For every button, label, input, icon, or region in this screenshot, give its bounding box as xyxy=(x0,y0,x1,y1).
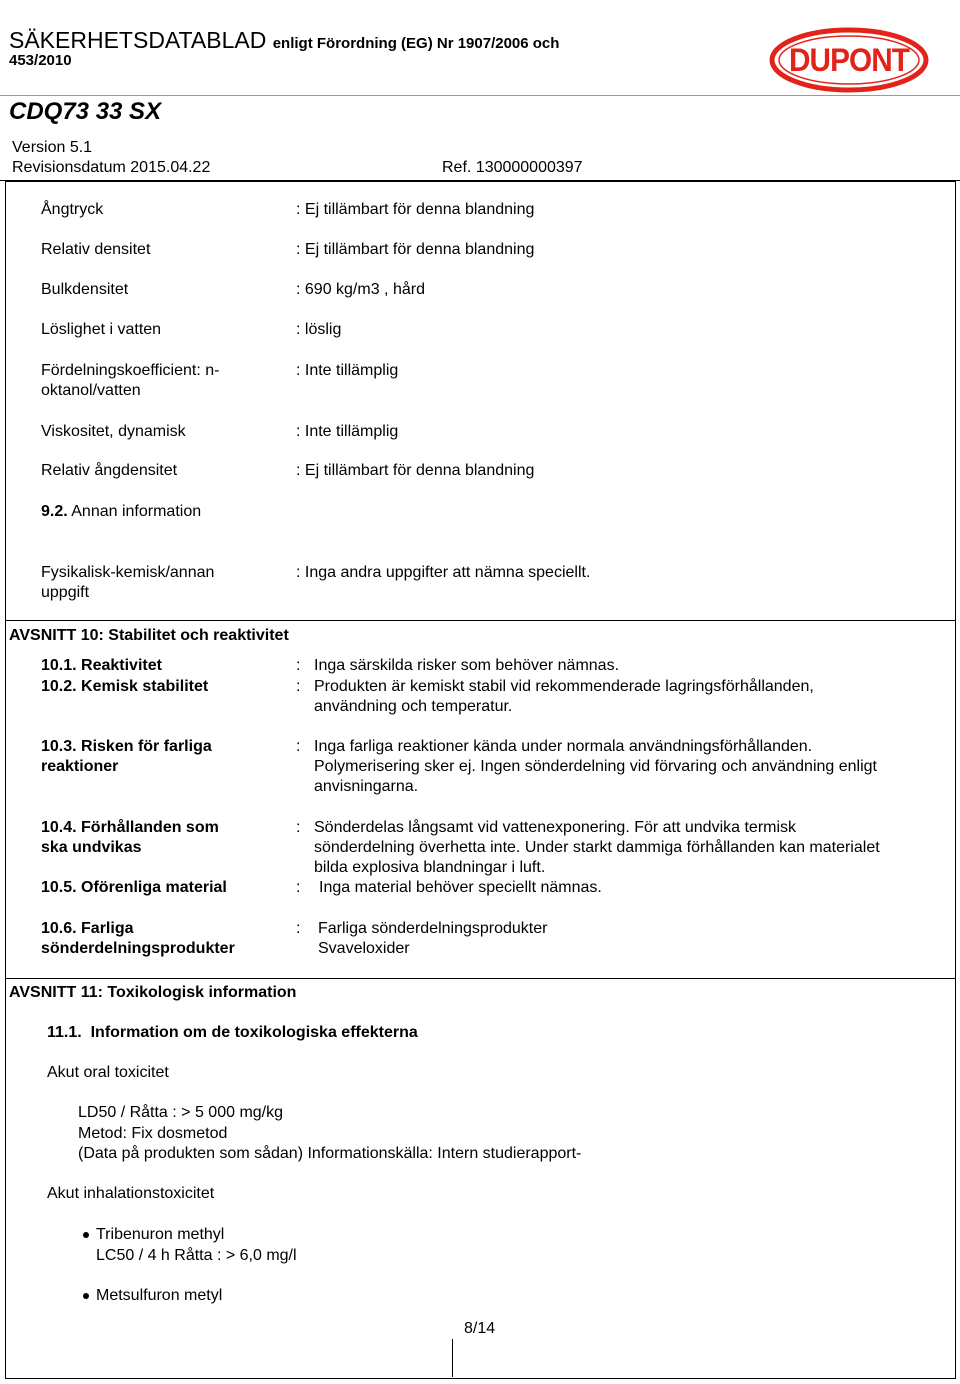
section-10-1-label: 10.1. Reaktivitet xyxy=(41,657,162,674)
section-10-4-label: 10.4. Förhållanden som xyxy=(41,819,219,836)
colon: : xyxy=(296,738,301,755)
section-11-1-heading xyxy=(47,1023,418,1043)
footer-divider xyxy=(452,1339,453,1377)
section-divider xyxy=(5,978,956,979)
revision-date: Revisionsdatum 2015.04.22 xyxy=(12,159,211,176)
section-11-1-title: Information om de toxikologiska effekterna xyxy=(90,1024,418,1041)
section-10-2-label: 10.2. Kemisk stabilitet xyxy=(41,678,209,695)
section-11-1-number: 11.1. xyxy=(47,1024,82,1041)
property-label: Relativ ångdensitet xyxy=(41,462,178,479)
property-label: Relativ densitet xyxy=(41,241,151,258)
property-value: : Ej tillämbart för denna blandning xyxy=(296,201,535,218)
section-10-heading: AVSNITT 10: Stabilitet och reaktivitet xyxy=(9,627,289,644)
section-10-2-value-cont: användning och temperatur. xyxy=(314,698,513,715)
version-text: Version 5.1 xyxy=(12,139,93,156)
substance-name: Metsulfuron metyl xyxy=(96,1287,223,1304)
dupont-logo xyxy=(769,27,929,93)
substance-name: Tribenuron methyl xyxy=(96,1226,225,1243)
colon: : xyxy=(296,678,301,695)
product-name: CDQ73 33 SX xyxy=(9,98,162,125)
property-label: Viskositet, dynamisk xyxy=(41,423,186,440)
colon: : xyxy=(296,920,301,937)
property-label: Fysikalisk-kemisk/annan xyxy=(41,564,215,581)
property-value: : Inga andra uppgifter att nämna speciellt. xyxy=(296,564,591,581)
section-10-6-label: 10.6. Farliga xyxy=(41,920,134,937)
property-label: Löslighet i vatten xyxy=(41,321,162,338)
section-10-5-value: Inga material behöver speciellt nämnas. xyxy=(319,879,602,896)
property-value: : Inte tillämplig xyxy=(296,423,399,440)
section-9-2-title: Annan information xyxy=(71,503,202,520)
oral-toxicity-line: Metod: Fix dosmetod xyxy=(78,1125,228,1142)
oral-toxicity-line: LD50 / Råtta : > 5 000 mg/kg xyxy=(78,1104,284,1121)
page-number: 8/14 xyxy=(464,1320,496,1337)
document-title-regulation-line2: 453/2010 xyxy=(9,52,72,69)
oral-toxicity-line: (Data på produkten som sådan) Informationskälla: Intern studierapport- xyxy=(78,1145,582,1162)
property-label: Ångtryck xyxy=(41,201,104,218)
colon: : xyxy=(296,819,301,836)
section-divider xyxy=(5,620,956,621)
section-10-4-value-cont: sönderdelning överhetta inte. Under starkt dammiga förhållanden kan materialet xyxy=(314,839,880,856)
section-10-4-value-cont: bilda explosiva blandningar i luft. xyxy=(314,859,546,876)
section-10-6-value-cont: Svaveloxider xyxy=(318,940,410,957)
section-10-4-label-cont: ska undvikas xyxy=(41,839,142,856)
oral-toxicity-label: Akut oral toxicitet xyxy=(47,1064,169,1081)
property-label-cont: oktanol/vatten xyxy=(41,382,141,399)
property-label-cont: uppgift xyxy=(41,584,90,601)
section-10-3-value-cont: anvisningarna. xyxy=(314,778,419,795)
section-10-3-label-cont: reaktioner xyxy=(41,758,119,775)
section-11-heading: AVSNITT 11: Toxikologisk information xyxy=(9,984,297,1001)
inhalation-toxicity-label: Akut inhalationstoxicitet xyxy=(47,1185,215,1202)
section-10-4-value: Sönderdelas långsamt vid vattenexponering. För att undvika termisk xyxy=(314,819,797,836)
logo-text: DUPONT xyxy=(789,42,911,78)
document-title-large: SÄKERHETSDATABLAD xyxy=(9,27,267,53)
document-title-regulation: enligt Förordning (EG) Nr 1907/2006 och xyxy=(272,35,560,52)
property-value: : Inte tillämplig xyxy=(296,362,399,379)
substance-detail: LC50 / 4 h Råtta : > 6,0 mg/l xyxy=(96,1247,297,1264)
property-label: Bulkdensitet xyxy=(41,281,129,298)
reference-number: Ref. 130000000397 xyxy=(442,159,583,176)
section-10-3-value-cont: Polymerisering sker ej. Ingen sönderdelning vid förvaring och användning enligt xyxy=(314,758,877,775)
section-10-6-label-cont: sönderdelningsprodukter xyxy=(41,940,235,957)
property-value: : 690 kg/m3 , hård xyxy=(296,281,425,298)
section-10-1-value: Inga särskilda risker som behöver nämnas. xyxy=(314,657,620,674)
section-10-2-value: Produkten är kemiskt stabil vid rekommenderade lagringsförhållanden, xyxy=(314,678,814,695)
property-value: : Ej tillämbart för denna blandning xyxy=(296,241,535,258)
property-value: : löslig xyxy=(296,321,342,338)
property-value: : Ej tillämbart för denna blandning xyxy=(296,462,535,479)
colon: : xyxy=(296,879,301,896)
bullet-icon xyxy=(83,1293,89,1299)
colon: : xyxy=(296,657,301,674)
section-10-5-label: 10.5. Oförenliga material xyxy=(41,879,227,896)
section-10-3-value: Inga farliga reaktioner kända under normala användningsförhållanden. xyxy=(314,738,813,755)
section-10-3-label: 10.3. Risken för farliga xyxy=(41,738,212,755)
section-9-2-number: 9.2. xyxy=(41,503,68,520)
document-title xyxy=(9,26,559,58)
section-10-6-value: Farliga sönderdelningsprodukter xyxy=(318,920,548,937)
bullet-icon xyxy=(83,1232,89,1238)
section-9-2-heading xyxy=(41,502,201,522)
property-label: Fördelningskoefficient: n- xyxy=(41,362,220,379)
